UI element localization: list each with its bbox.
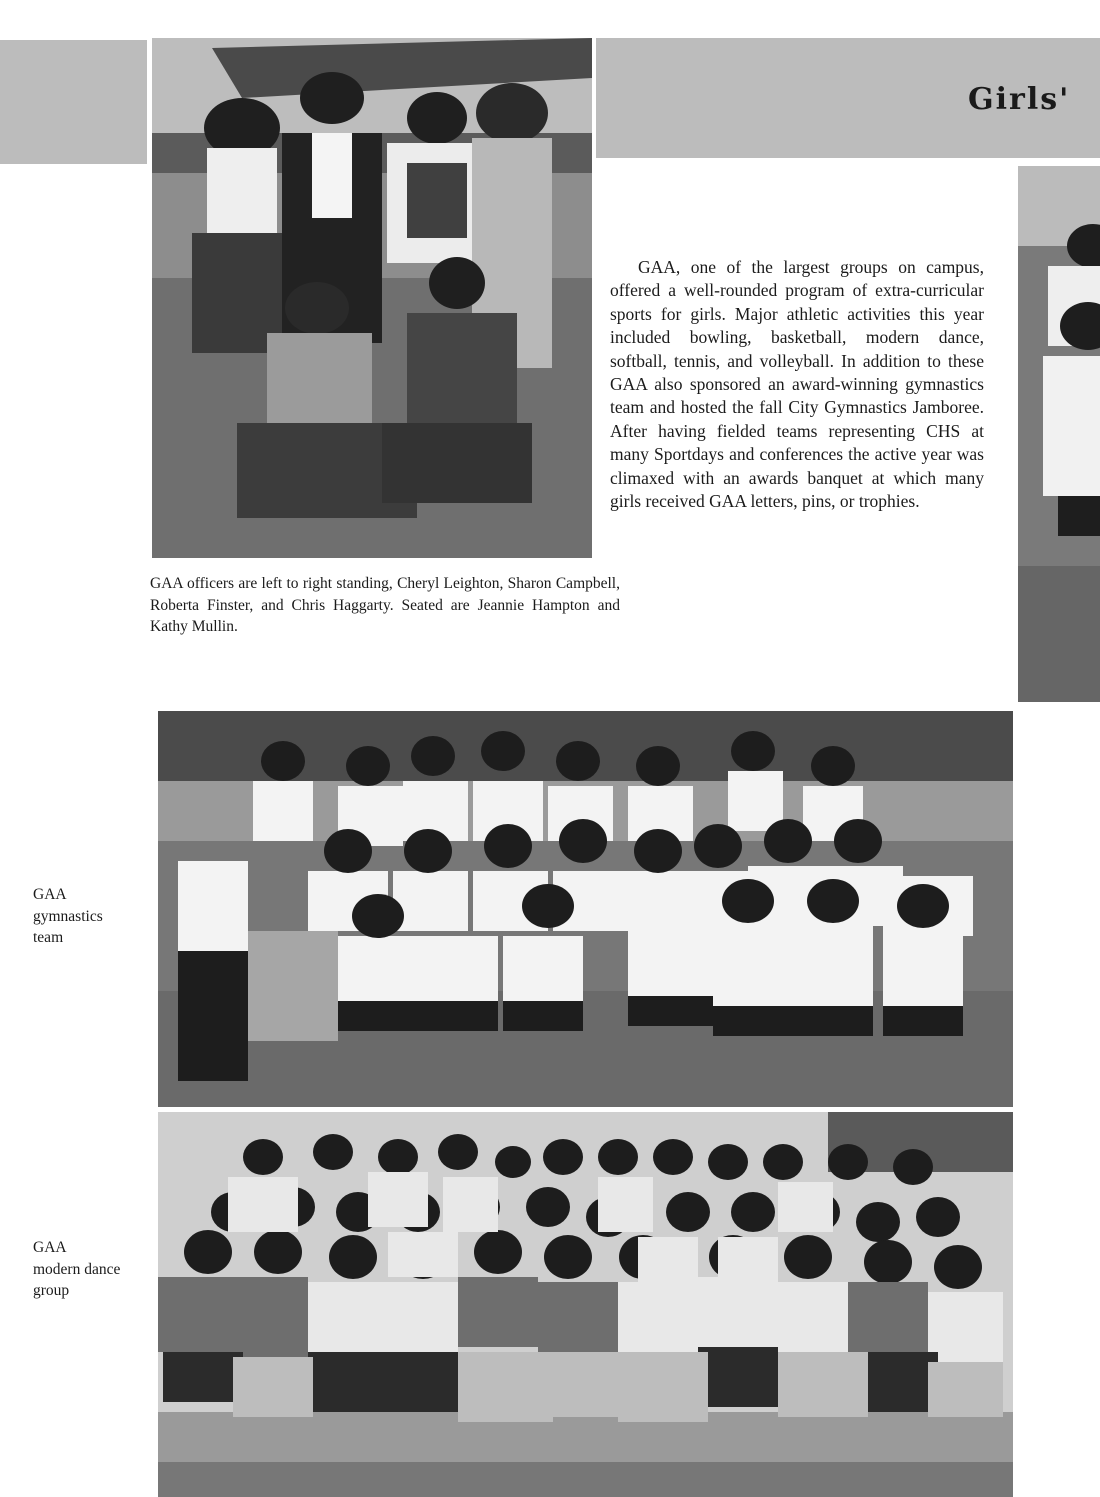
modern-dance-group-photo xyxy=(158,1112,1013,1497)
cropped-photo-right xyxy=(1018,166,1100,702)
gymnastics-caption-line: GAA xyxy=(33,886,67,903)
dance-caption-line: group xyxy=(33,1282,70,1299)
officers-photo xyxy=(152,38,592,558)
dance-caption-line: GAA xyxy=(33,1239,67,1256)
dance-caption xyxy=(33,1237,153,1302)
page-title: Girls' xyxy=(968,82,1071,117)
intro-paragraph: GAA, one of the largest groups on campus, offered a well-rounded program of extra-curricular sports for girls. Major athletic activities this year included bowling, basketball, modern dance, softball, tennis, and volleyball. In addition to these GAA also sponsored an award-winning gymnastics team and hosted the fall City Gymnastics Jamboree. After having fielded teams representing CHS at many Sportdays and conferences the active year was climaxed with an awards banquet at which many girls received GAA letters, pins, or trophies. xyxy=(610,257,984,512)
gymnastics-caption-line: team xyxy=(33,929,64,946)
gymnastics-caption-line: gymnastics xyxy=(33,907,103,925)
header-band-left xyxy=(0,40,147,164)
gymnastics-team-photo xyxy=(158,711,1013,1107)
officers-caption: GAA officers are left to right standing, Cheryl Leighton, Sharon Campbell, Roberta Finster, and Chris Haggarty. Seated are Jeannie Hampton and Kathy Mullin. xyxy=(150,575,620,635)
gymnastics-caption xyxy=(33,884,153,949)
dance-caption-line: modern dance xyxy=(33,1260,121,1278)
